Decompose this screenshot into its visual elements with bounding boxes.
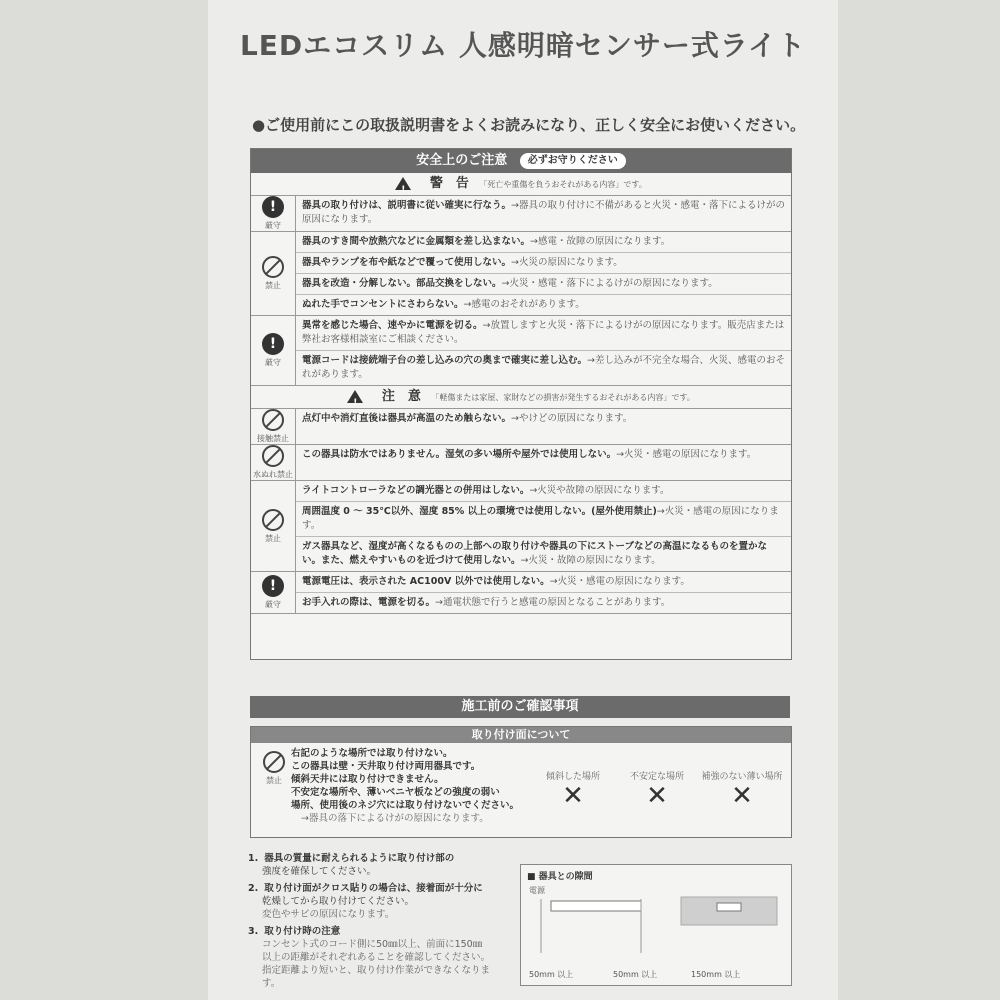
safety-group [251,445,791,481]
safety-row [296,295,791,315]
illustration-label: 傾斜した場所 [545,772,600,782]
group-icon-cell [251,481,296,571]
prohibit-icon [263,751,285,773]
list-item [248,925,508,990]
safety-row [296,593,791,613]
prohibit-icon [262,509,284,531]
group-icon-label: 水ぬれ禁止 [253,470,293,479]
cross-icon: ✕ [562,781,584,811]
mount-text [291,747,519,825]
safety-group [251,196,791,232]
row-main: 周囲温度 0 ～ 35℃以外、湿度 85% 以上の環境では使用しない。(屋外使用禁止) [302,506,657,517]
row-main: 異常を感じた場合、速やかに電源を切る。 [302,320,483,331]
group-icon-cell [251,572,296,613]
safety-row [296,572,791,593]
cross-icon: ✕ [646,781,668,811]
illustration-slope [533,769,613,810]
caution-desc: 「軽傷または家屋、家財などの損害が発生するおそれがある内容」です。 [431,393,695,402]
list-line [248,865,508,878]
group-icon-cell [251,232,296,315]
warning-desc: 「死亡や重傷を負うおそれがある内容」です。 [479,180,647,189]
mount-line: →器具の落下によるけがの原因になります。 [301,813,489,824]
list-text: 器具の質量に耐えられるように取り付け部の [264,853,455,864]
list-number: 3. [248,926,259,937]
gap-label-2: 50mm 以上 [613,970,658,979]
list-line [248,908,508,921]
row-note: →火災・感電の原因になります。 [549,576,690,587]
clearance-box [520,864,792,986]
list-text: 乾燥してから取り付けてください。 [262,896,415,907]
mount-prohibit [257,751,291,786]
safety-row [296,409,791,429]
row-main: 器具やランプを布や紙などで覆って使用しない。 [302,257,512,268]
group-icon-label: 厳守 [265,358,281,367]
row-main: ぬれた手でコンセントにさわらない。 [302,299,464,310]
row-note: →差し込みが不完全な場合、火災、感電のおそれがあります。 [302,355,785,380]
row-note: →火災・感電の原因になります。 [616,449,757,460]
mount-line: 傾斜天井には取り付けできません。 [291,774,444,785]
group-rows [296,409,791,444]
group-icon-cell [251,316,296,385]
warning-subheader [251,173,791,196]
safety-row [296,481,791,502]
caution-label: 注 意 [381,389,421,404]
precheck-header: 施工前のご確認事項 [250,696,790,718]
caution-triangle-icon [347,390,363,403]
safety-row [296,502,791,537]
mount-icon-label: 禁止 [266,776,282,785]
list-text: 取り付け時の注意 [264,926,341,937]
list-number: 1. [248,853,259,864]
illustration-unstable [617,769,697,810]
group-icon-label: 接触禁止 [257,434,289,443]
list-line [248,951,508,964]
safety-row [296,316,791,351]
clearance-diagram [521,893,789,963]
list-line [248,852,508,865]
row-main: ライトコントローラなどの調光器との併用はしない。 [302,485,530,496]
row-main: 器具を改造・分解しない。部品交換をしない。 [302,278,502,289]
warning-label: 警 告 [429,176,469,191]
row-main: この器具は防水ではありません。湿気の多い場所や屋外では使用しない。 [302,449,617,460]
row-main: ガス器具など、湿度が高くなるものの上部への取り付けや器具の下にストーブなどの高温になるものを置かない。また、燃えやすいものを近づけて使用しない。 [302,541,768,566]
list-line [248,925,508,938]
list-line [248,938,508,951]
row-note: →火災の原因になります。 [511,257,623,268]
row-note: →やけどの原因になります。 [511,413,633,424]
row-note: →火災・感電・落下によるけがの原因になります。 [501,278,718,289]
row-main: お手入れの際は、電源を切る。 [302,597,436,608]
instruction-sheet [208,0,838,1000]
group-rows [296,196,791,231]
precheck-list [248,852,508,994]
safety-row [296,274,791,295]
safety-pill: 必ずお守りください [520,153,626,169]
caution-subheader [251,386,791,409]
warning-groups [251,196,791,386]
list-number: 2. [248,883,259,894]
mount-line: この器具は壁・天井取り付け両用器具です。 [291,761,481,772]
safety-header [251,149,791,173]
safety-group [251,232,791,316]
safety-box [250,148,792,660]
group-icon-cell [251,409,296,444]
safety-row [296,445,791,465]
group-icon-label: 禁止 [265,281,281,290]
group-rows [296,316,791,385]
safety-row [296,351,791,385]
safety-group [251,409,791,445]
group-icon-cell [251,445,296,480]
row-note: →火災・感電の原因になります。 [302,506,779,531]
page-title: LEDエコスリム 人感明暗センサー式ライト [239,29,807,62]
list-text: 強度を確保してください。 [262,866,377,877]
list-text: 変色やサビの原因になります。 [262,909,395,920]
row-note: →感電・故障の原因になります。 [530,236,671,247]
group-rows [296,481,791,571]
list-text: 指定距離より短いと、取り付け作業ができなくなります。 [262,965,491,989]
list-item [248,852,508,878]
prohibit-icon [262,409,284,431]
safety-row [296,537,791,571]
safety-row [296,253,791,274]
row-main: 電源コードは接続端子台の差し込みの穴の奥まで確実に差し込む。 [302,355,588,366]
prohibit-icon [262,256,284,278]
power-label: 電源 [529,886,545,895]
group-icon-label: 厳守 [265,600,281,609]
illustration-label: 不安定な場所 [629,772,684,782]
list-line [248,882,508,895]
gap-label-1: 50mm 以上 [529,970,574,979]
cross-icon: ✕ [731,781,753,811]
safety-header-label: 安全上のご注意 [416,153,508,168]
mount-line: 右記のような場所では取り付けない。 [291,748,453,759]
list-line [248,895,508,908]
safety-group [251,316,791,386]
row-note: →火災・故障の原因になります。 [520,555,661,566]
list-line [248,964,508,990]
row-note: →感電のおそれがあります。 [463,299,585,310]
row-main: 器具のすき間や放熱穴などに金属類を差し込まない。 [302,236,531,247]
list-text: コンセント式のコード側に50㎜以上、前面に150㎜ [262,939,483,950]
group-rows [296,445,791,480]
must-icon: ! [262,196,284,218]
prohibit-icon [262,445,284,467]
row-note: →器具の取り付けに不備があると火災・感電・落下によるけがの原因になります。 [302,200,785,225]
mount-line: 場所、使用後のネジ穴には取り付けないでください。 [291,800,520,811]
list-text: 取り付け面がクロス貼りの場合は、接着面が十分に [264,883,483,894]
group-icon-label: 禁止 [265,533,281,543]
row-main: 点灯中や消灯直後は器具が高温のため触らない。 [302,413,512,424]
warning-triangle-icon [395,177,411,190]
row-main: 器具の取り付けは、説明書に従い確実に行なう。 [302,200,512,211]
group-icon-label: 厳守 [265,221,281,230]
row-note: →放置しますと火災・落下によるけがの原因になります。販売店または弊社お客様相談室にご相談ください。 [302,320,785,345]
must-icon: ! [262,333,284,355]
caution-groups [251,409,791,614]
intro-text: ●ご使用前にこの取扱説明書をよくお読みになり、正しく安全にお使いください。 [252,116,806,134]
safety-group [251,572,791,614]
illustration-thin [695,769,789,810]
mount-surface-box [250,726,792,838]
group-rows [296,232,791,315]
group-icon-cell [251,196,296,231]
illustration-label: 補強のない薄い場所 [701,772,783,782]
safety-group [251,481,791,572]
must-icon: ! [262,575,284,597]
row-note: →火災や故障の原因になります。 [529,485,670,496]
clearance-title: ■ 器具との隙間 [527,872,593,882]
group-rows [296,572,791,613]
mount-header: 取り付け面について [251,727,791,743]
list-item [248,882,508,921]
row-main: 電源電圧は、表示された AC100V 以外では使用しない。 [302,576,550,587]
gap-label-3: 150mm 以上 [691,970,741,979]
safety-row [296,196,791,230]
row-note: →通電状態で行うと感電の原因となることがあります。 [435,597,671,608]
precheck-section [250,696,790,718]
safety-row [296,232,791,253]
list-text: 以上の距離がそれぞれあることを確認してください。 [262,952,491,963]
mount-line: 不安定な場所や、薄いベニヤ板などの強度の弱い [291,787,500,798]
